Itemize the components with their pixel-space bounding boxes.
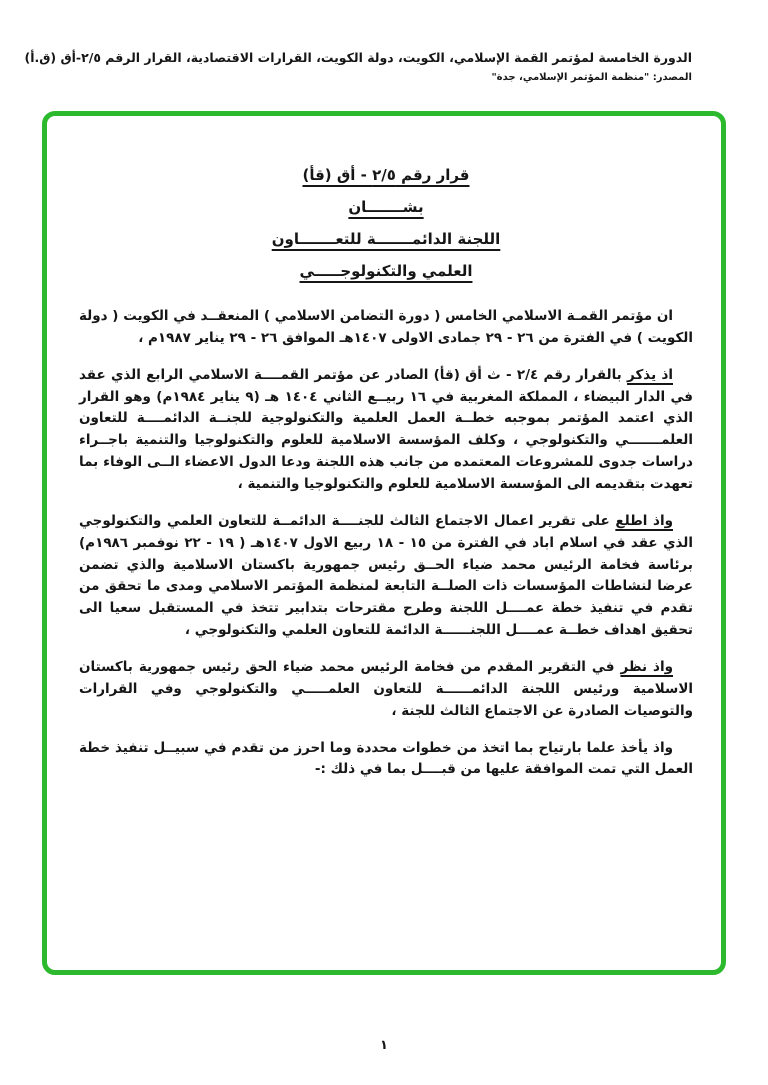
committee-name-title	[79, 230, 693, 248]
content-border-box	[42, 111, 726, 975]
paragraph-recalling	[79, 365, 693, 496]
field-name-title	[79, 262, 693, 280]
paragraph-having-considered	[79, 657, 693, 723]
paragraph-preamble	[79, 306, 693, 350]
paragraph-taking-note	[79, 738, 693, 782]
resolution-number-title	[79, 166, 693, 184]
paragraph-lead: واذ اطلع	[615, 512, 673, 529]
paragraph-text: ان مؤتمر القمـة الاسلامي الخامس ( دورة التضامن الاسلامي ) المنعقــد في الكويت ( دولة الكويت ) في الفترة من ٢٦ - ٢٩ جمادى الاولى ١٤٠٧هـ الموافق ٢٦ - ٢٩ يناير ١٩٨٧م ،	[79, 308, 693, 346]
field-name-text: العلمي والتكنولوجـــــي	[299, 262, 473, 280]
resolution-number-text: قرار رقم ٢/٥ - أق (قأ)	[302, 166, 470, 184]
committee-name-text: اللجنة الدائمـــــــة للتعـــــــاون	[271, 230, 501, 248]
subject-word-title	[79, 198, 693, 216]
document-header	[0, 0, 768, 83]
paragraph-text: واذ يأخذ علما بارتياح بما اتخذ من خطوات محددة وما احرز من تقدم في سبيــل تنفيذ خطة العمل التي تمت الموافقة عليها من قبــــل بما في ذلك :-	[79, 739, 693, 778]
header-source-note: المصدر: "منظمة المؤتمر الإسلامي، جدة"	[491, 72, 692, 83]
paragraph-text: على تقرير اعمال الاجتماع الثالث للجنــــة الدائمــة للتعاون العلمي والتكنولوجي الذي عقد في اسلام اباد في الفترة من ١٥ - ١٨ ربيع الاول ١٤٠٧هـ ( ١٩ - ٢٢ نوفمبر ١٩٨٦م) برئاسة فخامة الرئيس محمد ضياء الحــق رئيس جمهورية باكستان الاسلامية والذي تضمن عرضا لنشاطات المؤسسات ذات الصلــة التابعة لمنظمة المؤتمر الاسلامي ومدى ما تحقق من تقدم في تنفيذ خطة عمــــل اللجنة وطرح مقترحات بتدابير تتخذ في المستقبل سعيا الى تحقيق اهداف خطــة عمــــل اللجنــــــة الدائمة للتعاون العلمي والتكنولوجي ،	[79, 512, 693, 639]
paragraph-lead: واذ نظر	[620, 659, 674, 676]
page-number: ١	[380, 1038, 388, 1053]
subject-word-text: بشـــــــان	[348, 198, 424, 216]
paragraph-having-reviewed	[79, 511, 693, 642]
paragraph-text: في التقرير المقدم من فخامة الرئيس محمد ضياء الحق رئيس جمهورية باكستان الاسلامية ورئيس اللجنة الدائمــــــة للتعاون العلمـــــي والتكنولوجي وفي القرارات والتوصيات الصادرة عن الاجتماع الثالث للجنة ،	[79, 659, 693, 719]
document-body	[79, 306, 693, 781]
paragraph-text: بالقرار رقم ٢/٤ - ث أق (قأ) الصادر عن مؤتمر القمــــة الاسلامي الرابع الذي عقد في الدار البيضاء ، المملكة المغربية في ١٦ ربيــع الثاني ١٤٠٤ هـ (٩ يناير ١٩٨٤م) وهو القرار الذي اعتمد المؤتمر بموجبه خطــة العمل العلمية والتكنولوجية للجنــة الدائمــــة للتعاون العلمـــــــي والتكنولوجي ، وكلف المؤسسة الاسلامية للعلوم والتكنولوجيا والتنمية باجــراء دراسات جدوى للمشروعات المعتمده من جانب هذه اللجنة ودعا الدول الاعضاء الــى الوفاء بما تعهدت بتقديمه الى المؤسسة الاسلامية للعلوم والتكنولوجيا والتنمية ،	[79, 366, 694, 493]
header-title: الدورة الخامسة لمؤتمر القمة الإسلامي، الكويت، دولة الكويت، القرارات الاقتصادية، القرار الرقم ٢/٥-أق (ق.أ)	[24, 50, 692, 65]
paragraph-lead: اذ يذكر	[627, 366, 673, 383]
title-block	[79, 166, 693, 280]
